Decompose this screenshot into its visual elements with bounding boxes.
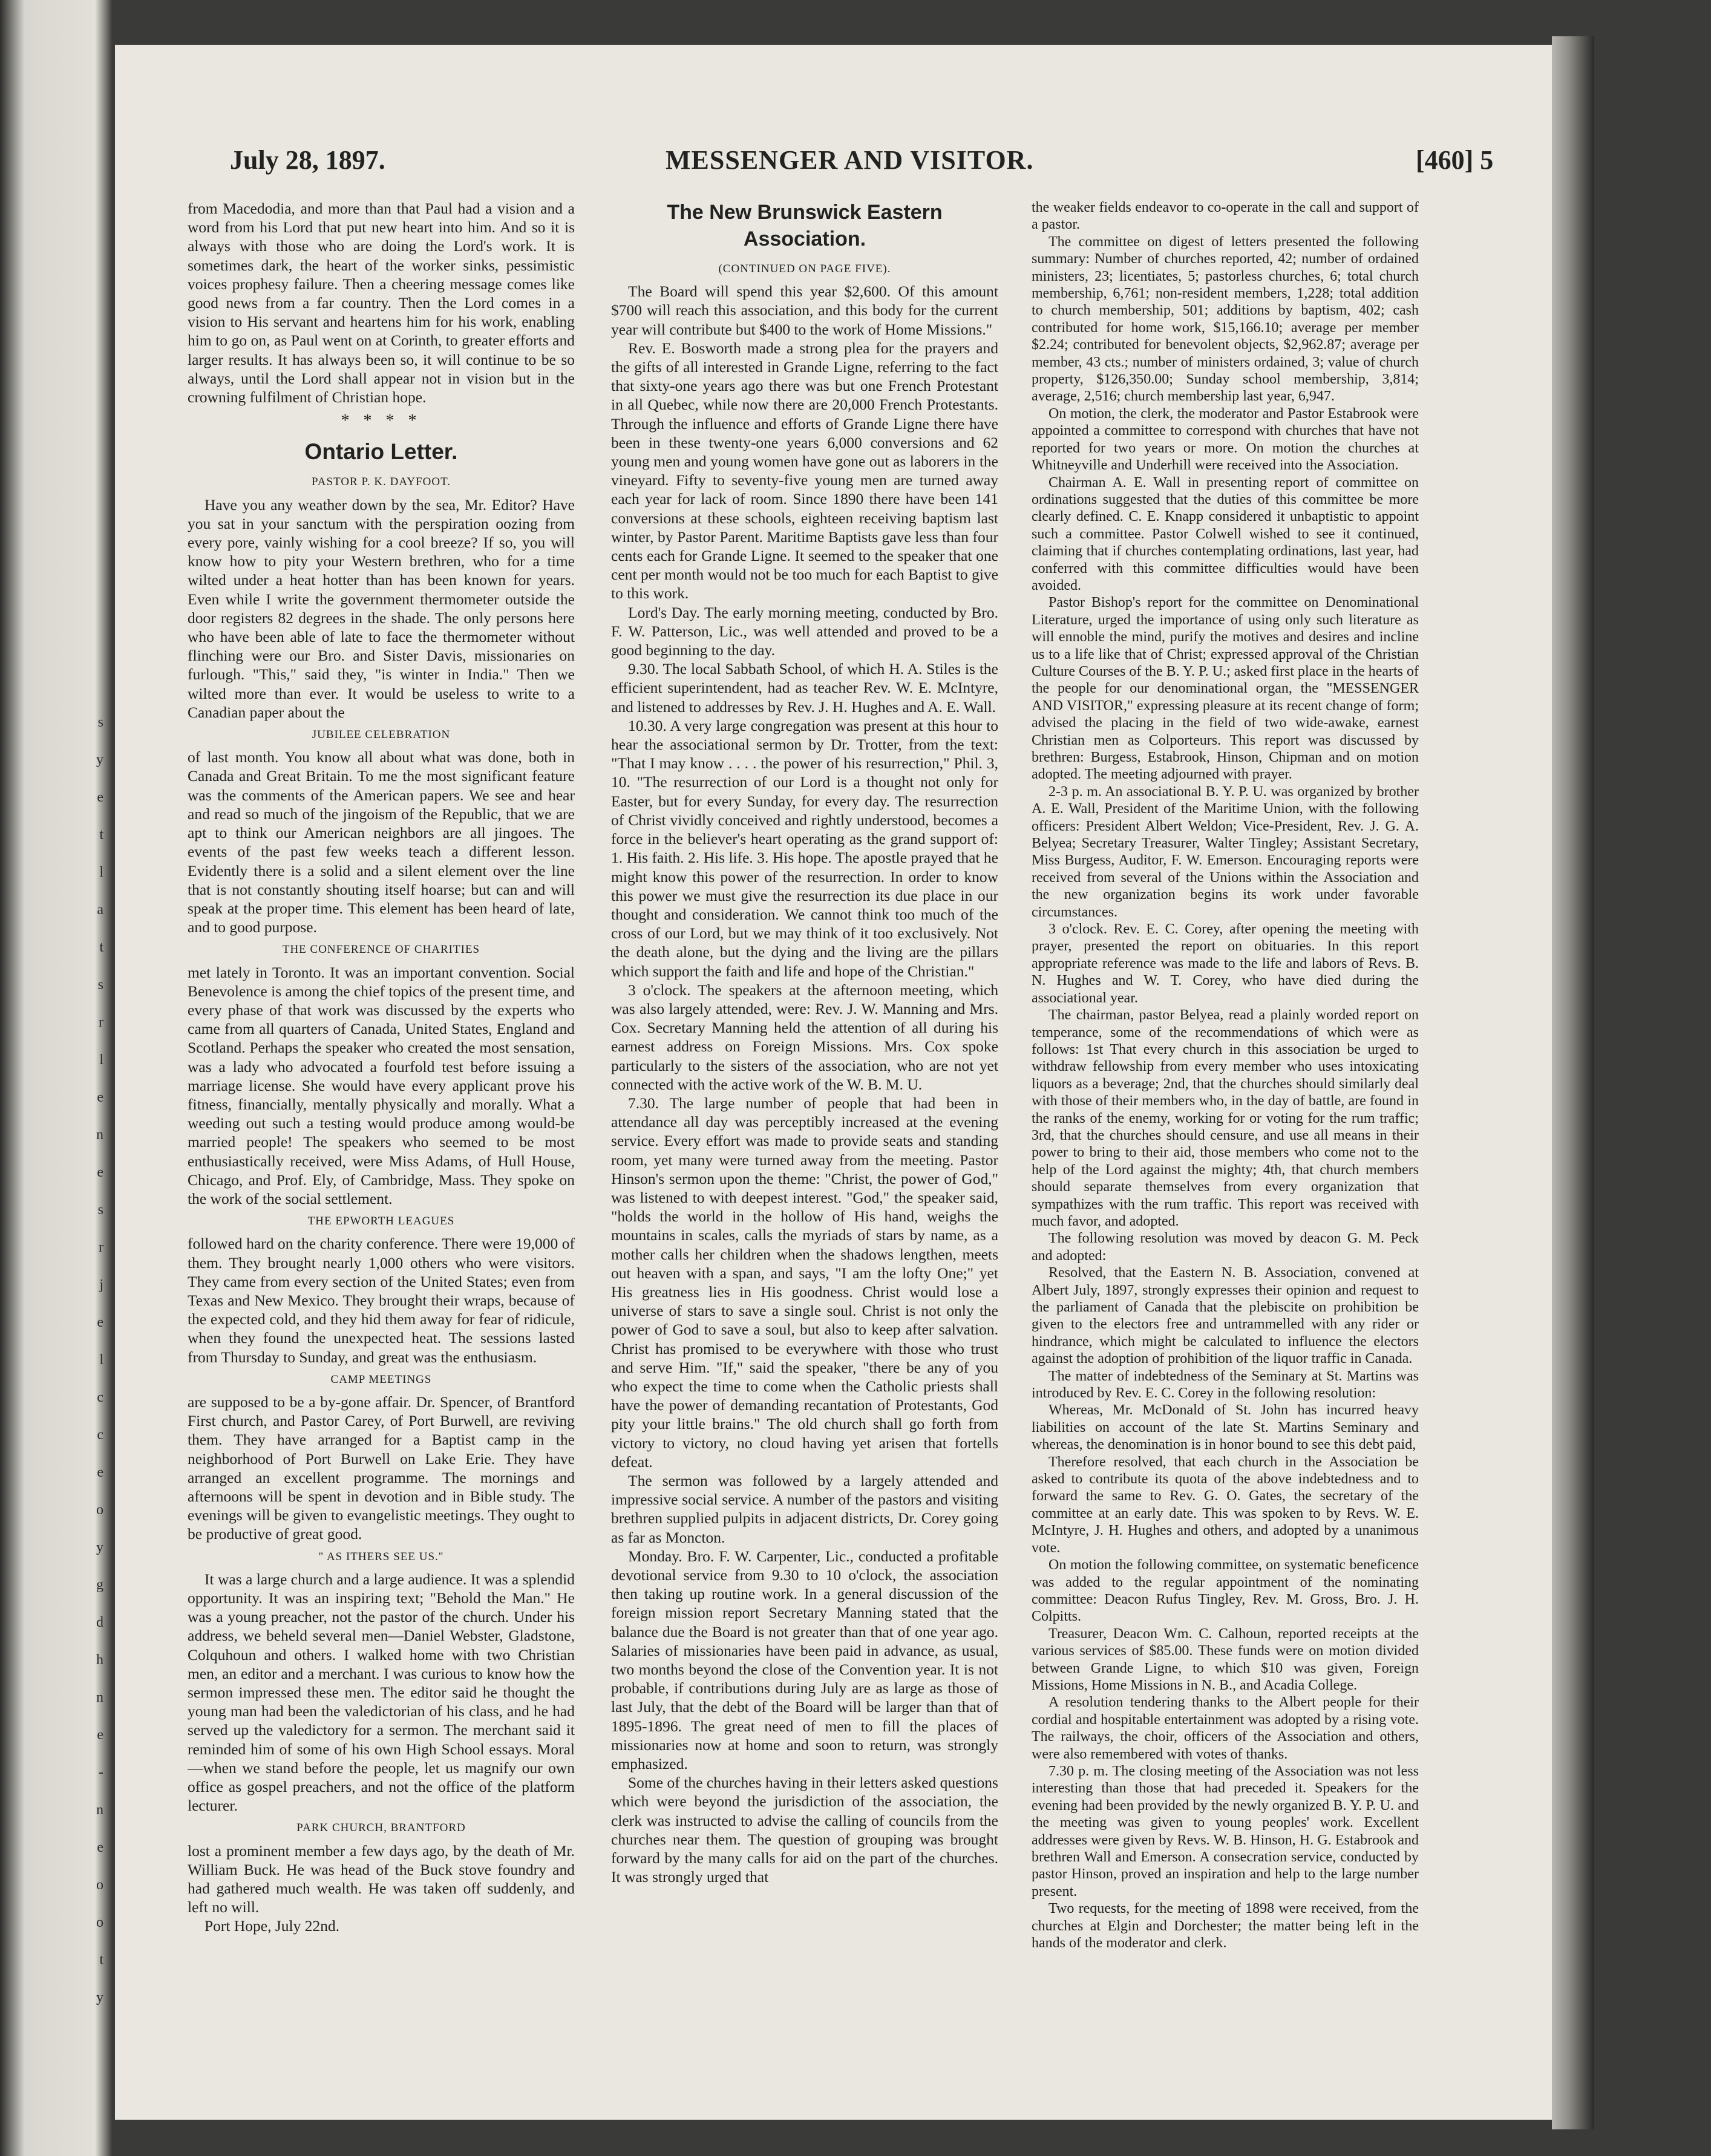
adjacent-page-fragment: o — [96, 1502, 103, 1518]
adjacent-page-fragment: n — [96, 1127, 103, 1143]
column-2 — [611, 199, 998, 2105]
paragraph: Whereas, Mr. McDonald of St. John has incurred heavy liabilities on account of the late St. Martins Seminary and whereas, the denomination is in honor bound to see this debt paid, — [1032, 1402, 1419, 1453]
paragraph: Therefore resolved, that each church in the Association be asked to contribute its quota of the above indebtedness and to forward the same to Rev. G. O. Gates, the secretary of the committee at an early date. This was spoken to by Revs. W. E. McIntyre, J. H. Hughes and others, and adopted by a unanimous vote. — [1032, 1454, 1419, 1556]
paragraph: Some of the churches having in their letters asked questions which were beyond the jurisdiction of the association, the clerk was instructed to advise the calling of councils from the churches near them. The question of grouping was brought forward by the many calls for aid on the part of the churches. It was strongly urged that — [611, 1774, 998, 1886]
paragraph: Chairman A. E. Wall in presenting report of committee on ordinations suggested that the duties of this committee be more clearly defined. C. E. Knapp considered it unbaptistic to appoint such a committee. Pastor Colwell wished to see it continued, claiming that if churches contemplating ordinations, last year, had conferred with this committee difficulties would have been avoided. — [1032, 474, 1419, 593]
adjacent-page-fragment: s — [97, 1202, 103, 1218]
paragraph: On motion, the clerk, the moderator and Pastor Estabrook were appointed a committee to correspond with churches that have not reported for two years or more. On motion the churches at Whitneyville and Underhill were received into the Association. — [1032, 405, 1419, 474]
paragraph: Lord's Day. The early morning meeting, conducted by Bro. F. W. Patterson, Lic., was well attended and proved to be a good beginning to the day. — [611, 603, 998, 659]
adjacent-page-fragment: e — [97, 1465, 103, 1480]
adjacent-page-fragment: t — [99, 1952, 103, 1968]
paragraph: Monday. Bro. F. W. Carpenter, Lic., conducted a profitable devotional service from 9.30 to 10 o'clock, the association then taking up routine work. In a general discussion of the foreign mission report Secretary Manning stated that the balance due the Board is not greater than that of one year ago. Salaries of missionaries have been paid in advance, as usual, two months beyond the close of the Convention year. It is not probable, if contributions during July are as large as those of last July, that the debt of the Board will be larger than that of 1895-1896. The great need of men to fill the places of missionaries now at home and soon to return, was strongly emphasized. — [611, 1547, 998, 1773]
adjacent-page-fragment: r — [99, 1014, 103, 1030]
paragraph: 3 o'clock. Rev. E. C. Corey, after opening the meeting with prayer, presented the report on obituaries. In this report appropriate reference was made to the life and labors of Revs. B. N. Hughes and W. T. Corey, who have died during the associational year. — [1032, 921, 1419, 1006]
binding-edge — [1552, 36, 1594, 2129]
adjacent-page-fragment: l — [99, 864, 103, 880]
adjacent-page-fragment: g — [96, 1577, 103, 1593]
paragraph: The Board will spend this year $2,600. Of this amount $700 will reach this association, and this body for the current year will contribute but $400 to the work of Home Missions." — [611, 283, 998, 338]
adjacent-page-fragment: e — [97, 789, 103, 805]
paragraph: Two requests, for the meeting of 1898 were received, from the churches at Elgin and Dorchester; the matter being left in the hands of the moderator and clerk. — [1032, 1901, 1419, 1952]
adjacent-page-fragment: y — [96, 1540, 103, 1555]
adjacent-page-fragment: s — [97, 714, 103, 730]
paragraph: the weaker fields endeavor to co-operate in the call and support of a pastor. — [1032, 200, 1419, 233]
paragraph: from Macedodia, and more than that Paul had a vision and a word from his Lord that put new heart into him. And so it is always with those who are doing the Lord's work. It is sometimes dark, the heart of the worker sinks, pessimistic voices prophesy failure. Then a cheering message comes like good news from a far country. Then the Lord comes in a vision to His servant and heartens him for his work, enabling him to go on, as Paul went on at Corinth, to greater efforts and larger results. It has always been so, it will continue to be so always, until the Lord shall appear not in vision but in the crowning fulfilment of Christian hope. — [188, 200, 575, 407]
adjacent-page-fragment: j — [99, 1277, 103, 1293]
subheading: THE EPWORTH LEAGUES — [307, 1215, 455, 1228]
adjacent-page-fragment: e — [97, 1165, 103, 1180]
paragraph: lost a prominent member a few days ago, by the death of Mr. William Buck. He was head of the Buck stove foundry and had gathered much wealth. He was taken off suddenly, and left no will. — [188, 1841, 575, 1916]
paragraph: A resolution tendering thanks to the Albert people for their cordial and hospitable entertainment was adopted by a rising vote. The railways, the choir, officers of the Association and others, were also remembered with votes of thanks. — [1032, 1694, 1419, 1762]
adjacent-page-fragment: h — [96, 1652, 103, 1668]
section-divider: * * * * — [341, 411, 422, 431]
paragraph: It was a large church and a large audience. It was a splendid opportunity. It was an inspiring text; "Behold the Man." He was a young preacher, not the pastor of the church. Under his address, we beheld several men—Daniel Webster, Gladstone, Colquhoun and others. I walked home with two Christian men, an editor and a merchant. I was curious to know how the sermon impressed these men. The editor said he thought the young man had been the valedictorian of his class, and he had served up the valedictory for a sermon. The merchant said it reminded him of some of his own High School essays. Moral—when we stand before the people, let us magnify our own office as gospel preachers, and not the office of the platform lecturer. — [188, 1570, 575, 1815]
paragraph: are supposed to be a by-gone affair. Dr. Spencer, of Brantford First church, and Pastor Carey, of Port Burwell, are reviving them. They have arranged for a Baptist camp in the neighborhood of Port Burwell on Lake Erie. They have arranged an excellent programme. The mornings and afternoons will be spent in devotion and in Bible study. The evenings will be given to evangelistic meetings. They ought to be productive of great good. — [188, 1393, 575, 1543]
adjacent-page-fragment: o — [96, 1915, 103, 1930]
adjacent-page-fragment: d — [96, 1615, 103, 1630]
adjacent-page-fragment: e — [97, 1315, 103, 1330]
adjacent-page-fragment: y — [96, 752, 103, 768]
adjacent-page-fragment: c — [97, 1390, 103, 1405]
adjacent-page-fragment: o — [96, 1877, 103, 1893]
paragraph: The committee on digest of letters presented the following summary: Number of churches reported, 42; number of ordained ministers, 23; licentiates, 5; pastorless churches, 6; total church membership, 6,761; non-resident members, 1,228; total addition to church membership, 501; additions by baptism, 402; cash contributed for home work, $15,166.10; average per member $2.24; contributed for benevolent objects, $2,962.87; average per member, 43 cts.; number of ministers ordained, 3; value of church property, $126,350.00; Sunday school membership, 3,814; average, 2,516; church membership last year, 6,947. — [1032, 234, 1419, 405]
page-header — [115, 45, 1552, 184]
paragraph: met lately in Toronto. It was an important convention. Social Benevolence is among the chief topics of the present time, and every phase of that work was discussed by the experts who came from all quarters of Canada, United States, England and Scotland. Perhaps the speaker who created the most sensation, was a lady who advocated a fourfold test before issuing a marriage license. She would have every applicant prove his fitness, financially, mentally physically and morally. What a weeding out such a testing would produce among would-be married people! The speakers who seemed to be most enthusiastically received, were Miss Adams, of Hull House, Chicago, and Prof. Ely, of Cambridge, Mass. They spoke on the work of the social settlement. — [188, 963, 575, 1207]
paragraph: Pastor Bishop's report for the committee on Denominational Literature, urged the importance of using only such literature as will ennoble the mind, purify the motives and desires and incline us to a life like that of Christ; expressed approval of the Christian Culture Courses of the B. Y. P. U.; asked first place in the hearts of the people for our denominational organ, the "MESSENGER AND VISITOR," expressing pleasure at its recent change of form; advised the placing in the field of two wide-awake, earnest Christian men as Colporteurs. This report was discussed by brethren: Burgess, Estabrook, Hinson, Chipman and on motion adopted. The meeting adjourned with prayer. — [1032, 595, 1419, 783]
adjacent-page-fragment: r — [99, 1240, 103, 1255]
paragraph: 2-3 p. m. An associational B. Y. P. U. was organized by brother A. E. Wall, President of the Maritime Union, with the following officers: President Albert Weldon; Vice-President, Rev. J. G. A. Belyea; Secretary Treasurer, Walter Tingley; Assistant Secretary, Miss Burgess, Auditor, F. W. Emerson. Encouraging reports were received from several of the Unions within the Association and the new organization begins its work under favorable circumstances. — [1032, 783, 1419, 920]
masthead-title: MESSENGER AND VISITOR. — [666, 145, 1034, 175]
adjacent-page-fragment: - — [99, 1765, 103, 1780]
newspaper-page — [115, 45, 1552, 2120]
paragraph: The chairman, pastor Belyea, read a plainly worded report on temperance, some of the recommendations of which were as follows: 1st That every church in this association be urged to withdraw fellowship from every member who uses intoxicating liquors as a beverage; 2nd, that the churches should similarly deal with those of their members who, in the day of battle, are found in the ranks of the enemy, working for or voting for the rum traffic; 3rd, that the churches should censure, and use all means in their power to bring to their aid, those members who come not to the help of the Lord against the mighty; 4th, that church members should separate themselves from every organization that sympathizes with the rum traffic. This report was received with much favor, and adopted. — [1032, 1007, 1419, 1229]
paragraph: Treasurer, Deacon Wm. C. Calhoun, reported receipts at the various services of $85.00. These funds were on motion divided between Grande Ligne, to which $10 was given, Foreign Missions, Home Missions in N. B., and Acadia College. — [1032, 1625, 1419, 1693]
column-3 — [1032, 199, 1419, 2105]
paragraph: Rev. E. Bosworth made a strong plea for the prayers and the gifts of all interested in Grande Ligne, referring to the fact that sixty-one years ago there was but one French Protestant in all Quebec, while now there are 20,000 French Protestants. Through the influence and efforts of Grande Ligne there have been in these twenty-one years 6,000 conversions and 62 young men and young women have gone out as laborers in the vineyard. Fifty to seventy-five young men are turned away each year for lack of room. Since 1890 there have been 141 conversions at these schools, eighteen receiving baptism last winter, by Pastor Parent. Maritime Baptists gave less than four cents each for Grande Ligne. It seemed to the speaker that one cent per month would not be too much for each Baptist to give to this work. — [611, 339, 998, 603]
adjacent-page-fragment: l — [99, 1352, 103, 1368]
adjacent-page-fragment: y — [96, 1990, 103, 2005]
adjacent-page-fragment: e — [97, 1089, 103, 1105]
subheading: THE CONFERENCE OF CHARITIES — [282, 943, 480, 956]
subheading: JUBILEE CELEBRATION — [312, 728, 451, 742]
paragraph: Resolved, that the Eastern N. B. Association, convened at Albert July, 1897, strongly expresses their opinion and request to the parliament of Canada that the plebiscite on prohibition be given to the electors free and untrammelled with any rider or hindrance, which might be calculated to influence the electors against the adoption of prohibition of the liquor traffic in Canada. — [1032, 1265, 1419, 1367]
adjacent-page-fragment: l — [99, 1052, 103, 1068]
paragraph: 3 o'clock. The speakers at the afternoon meeting, which was also largely attended, were: Rev. J. W. Manning and Mrs. Cox. Secretary Manning held the attention of all during his earnest address on Foreign Missions. Mrs. Cox spoke particularly to the sisters of the association, who are not yet connected with the active work of the W. B. M. U. — [611, 981, 998, 1093]
continued-note: (CONTINUED ON PAGE FIVE). — [718, 263, 891, 275]
adjacent-page-fragment: s — [97, 977, 103, 993]
article-byline: PASTOR P. K. DAYFOOT. — [311, 475, 451, 489]
adjacent-page-fragment: a — [97, 902, 103, 918]
adjacent-page-fragment: t — [99, 827, 103, 843]
paragraph: 10.30. A very large congregation was present at this hour to hear the associational sermon by Dr. Trotter, from the text: "That I may know . . . . the power of his resurrection," Phil. 3, 10. "The resurrection of our Lord is a thought not only for Easter, but for every Sunday, for every day. The resurrection of Christ vividly conceived and rightly understood, becomes a force in the believer's heart operating as the grand support of: 1. His faith. 2. His life. 3. His hope. The apostle prayed that he might know this power of the resurrection. In order to know this power we must give the resurrection its due place in our thought and consideration. We cannot think too much of the cross of our Lord, but we may think of it too exclusively. Not the death alone, but the dying and the living are the pillars which support the faith and life and hope of the Christian." — [611, 716, 998, 980]
column-1 — [188, 199, 575, 2105]
adjacent-page-fragment: c — [97, 1427, 103, 1443]
signature-line: Port Hope, July 22nd. — [204, 1917, 340, 1935]
paragraph: The matter of indebtedness of the Seminary at St. Martins was introduced by Rev. E. C. Corey in the following resolution: — [1032, 1368, 1419, 1402]
adjacent-page-fragment: e — [97, 1840, 103, 1855]
paragraph: 7.30. The large number of people that had been in attendance all day was perceptibly increased at the evening service. Every effort was made to provide seats and standing room, yet many were turned away from the meeting. Pastor Hinson's sermon upon the theme: "Christ, the power of God," was listened to with deepest interest. "God," the speaker said, "holds the world in the hollow of His hand, weighs the mountains in scales, calls the myriads of stars by name, as a mother calls her children when the shadows lengthen, meets out heaven with a span, and says, "I am the lofty One;" yet His greatness lies in His goodness. Christ would lose a universe of stars to save a single soul. Christ is not only the power of God to save a soul, but also to keep after salvation. Christ has promised to be everywhere with those who trust and serve Him. "If," said the speaker, "there be any of you who expect the time to come when the Catholic priests shall have the power of demanding recantation of Protestants, God pity your little brains." The old church shall go forth from victory to victory, no cloud having yet arisen that fortells defeat. — [611, 1094, 998, 1471]
paragraph: followed hard on the charity conference. There were 19,000 of them. They brought nearly 1,000 others who were visitors. They came from every section of the United States; even from Texas and New Mexico. They brought their wraps, because of the expected cold, and they hid them away for fear of ridicule, when they found the unexpected heat. The sessions lasted from Thursday to Sunday, and great was the enthusiasm. — [188, 1235, 575, 1366]
paragraph: On motion the following committee, on systematic beneficence was added to the regular appointment of the nominating committee: Deacon Rufus Tingley, Rev. M. Gross, Bro. J. H. Colpitts. — [1032, 1557, 1419, 1625]
adjacent-page-strip — [0, 0, 112, 2156]
paragraph: The sermon was followed by a largely attended and impressive social service. A number of the pastors and visiting brethren supplied pulpits in adjacent districts, Dr. Corey going as far as Moncton. — [611, 1472, 998, 1546]
paragraph: Have you any weather down by the sea, Mr. Editor? Have you sat in your sanctum with the perspiration oozing from every pore, vainly wishing for a cool breeze? If so, you will know how to pity your Western brethren, who for a time wilted under a heat hotter than has been known for years. Even while I write the government thermometer outside the door registers 82 degrees in the shade. The only persons here who have been able of late to face the thermometer without flinching were our Bro. and Sister Davis, missionaries on furlough. "This," said they, "is winter in India." Then we wilted more than ever. It would be useless to write to a Canadian paper about the — [188, 495, 575, 721]
article-heading-nb-eastern-association: The New Brunswick Eastern Association. — [667, 201, 943, 250]
adjacent-page-fragment: n — [96, 1802, 103, 1818]
subheading: CAMP MEETINGS — [330, 1373, 432, 1386]
adjacent-page-fragment: t — [99, 939, 103, 955]
paragraph: of last month. You know all about what was done, both in Canada and Great Britain. To me the most significant feature was the comments of the American papers. We see and hear and read so much of the jingoism of the Republic, that we are apt to think our American neighbors are all jingoes. The events of the past few weeks teach a different lesson. Evidently there is a solid and a silent element over the line that is not constantly shouting itself hoarse; but can and will speak at the proper time. This element has been heard of late, and to good purpose. — [188, 748, 575, 936]
adjacent-page-fragment: n — [96, 1690, 103, 1705]
subheading: PARK CHURCH, BRANTFORD — [296, 1821, 466, 1835]
paragraph: 9.30. The local Sabbath School, of which H. A. Stiles is the efficient superintendent, had as teacher Rev. W. E. McIntyre, and listened to addresses by Rev. J. H. Hughes and A. E. Wall. — [611, 660, 998, 716]
paragraph: The following resolution was moved by deacon G. M. Peck and adopted: — [1032, 1230, 1419, 1264]
subheading: " AS ITHERS SEE US." — [318, 1550, 444, 1563]
paragraph: 7.30 p. m. The closing meeting of the Association was not less interesting than those that had preceded it. Speakers for the evening had been provided by the newly organized B. Y. P. U. and the meeting was given to young peoples' work. Excellent addresses were given by Revs. W. B. Hinson, H. G. Estabrook and brethren Wall and Emerson. A consecration service, conducted by pastor Hinson, proved an inspiration and help to the large number present. — [1032, 1763, 1419, 1900]
adjacent-page-fragment: e — [97, 1727, 103, 1743]
issue-date: July 28, 1897. — [230, 145, 385, 175]
page-number: [460] 5 — [1416, 145, 1494, 175]
article-heading-ontario-letter: Ontario Letter. — [304, 439, 458, 465]
